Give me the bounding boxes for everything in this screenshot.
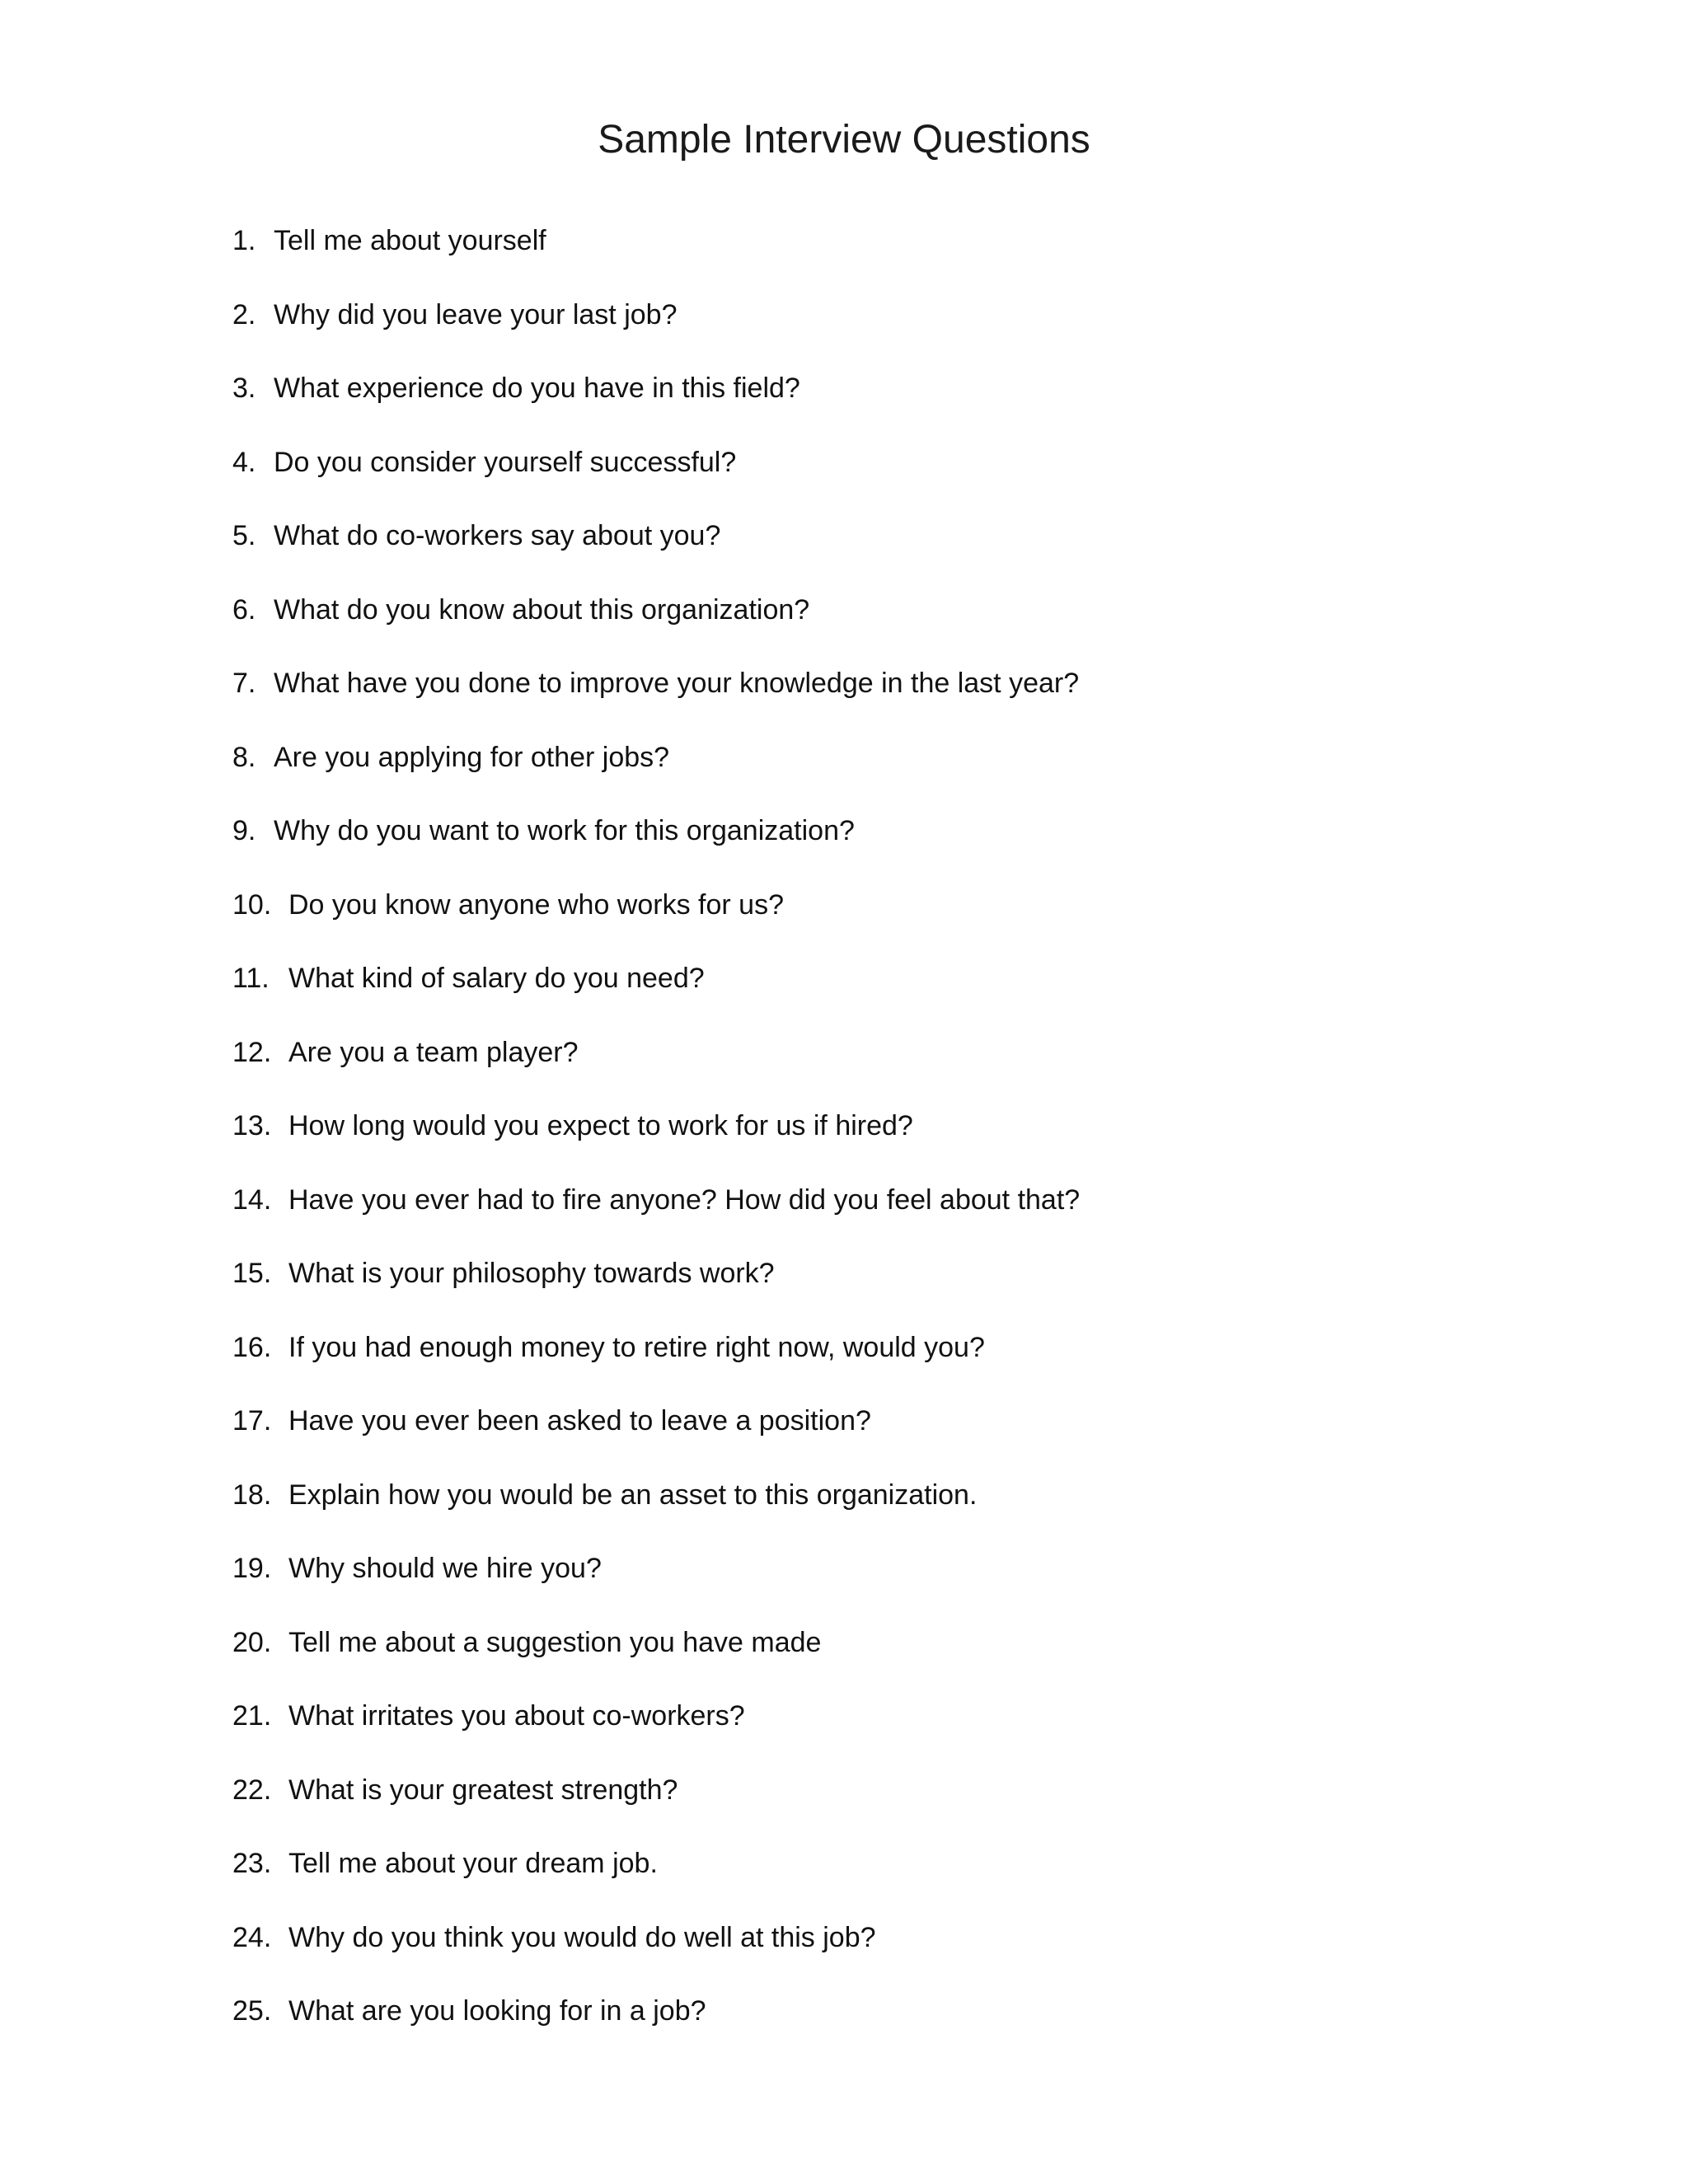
question-number: 25. (232, 1995, 272, 2027)
question-text: Have you ever been asked to leave a position? (288, 1405, 871, 1436)
question-number: 22. (232, 1774, 272, 1806)
question-text: Do you know anyone who works for us? (288, 888, 784, 921)
question-text: What experience do you have in this field? (274, 373, 800, 404)
question-item (232, 511, 1080, 585)
question-item (232, 1913, 1080, 1987)
question-item (232, 1544, 1080, 1618)
question-item (232, 1986, 1080, 2060)
question-text: How long would you expect to work for us if hired? (288, 1110, 913, 1141)
question-text: Have you ever had to fire anyone? How did you feel about that? (288, 1183, 1081, 1216)
question-number: 3. (232, 373, 256, 404)
question-text: What is your philosophy towards work? (288, 1258, 775, 1289)
question-text: Are you applying for other jobs? (274, 741, 670, 773)
question-item (232, 880, 1080, 954)
question-text: Tell me about yourself (274, 225, 546, 256)
question-text: Why did you leave your last job? (274, 298, 678, 330)
question-number: 11. (232, 963, 270, 994)
question-text: Tell me about your dream job. (288, 1848, 658, 1879)
question-item (232, 658, 1080, 733)
question-text: Why do you want to work for this organization? (274, 815, 855, 846)
question-number: 14. (232, 1183, 272, 1216)
question-number: 5. (232, 520, 256, 551)
question-item (232, 216, 1080, 290)
question-number: 8. (232, 741, 256, 773)
question-number: 9. (232, 815, 256, 846)
question-list (232, 216, 1080, 2060)
question-text: What do co-workers say about you? (274, 520, 721, 551)
question-item (232, 733, 1080, 807)
question-number: 6. (232, 593, 256, 626)
question-number: 1. (232, 225, 256, 256)
question-number: 7. (232, 668, 256, 699)
question-number: 17. (232, 1405, 272, 1436)
question-item (232, 585, 1080, 659)
question-number: 15. (232, 1258, 272, 1289)
question-number: 19. (232, 1553, 272, 1584)
question-text: Why should we hire you? (288, 1553, 602, 1584)
question-number: 18. (232, 1479, 272, 1511)
question-number: 24. (232, 1921, 272, 1953)
question-item (232, 806, 1080, 880)
question-text: What have you done to improve your knowledge in the last year? (274, 668, 1080, 699)
question-text: Are you a team player? (288, 1036, 579, 1068)
question-item (232, 438, 1080, 512)
question-text: Explain how you would be an asset to this organization. (288, 1479, 978, 1511)
page-title: Sample Interview Questions (598, 118, 1090, 162)
question-item (232, 1839, 1080, 1913)
question-item (232, 1470, 1080, 1544)
question-text: Tell me about a suggestion you have made (288, 1626, 822, 1658)
question-number: 4. (232, 446, 256, 478)
question-item (232, 1691, 1080, 1765)
question-item (232, 1323, 1080, 1397)
question-item (232, 1101, 1080, 1175)
question-item (232, 1249, 1080, 1323)
question-number: 21. (232, 1700, 272, 1732)
question-text: What irritates you about co-workers? (288, 1700, 745, 1732)
question-item (232, 954, 1080, 1028)
question-item (232, 1028, 1080, 1102)
question-number: 13. (232, 1110, 272, 1141)
question-item (232, 1396, 1080, 1470)
question-number: 10. (232, 888, 272, 921)
question-text: What do you know about this organization? (274, 593, 810, 626)
question-number: 23. (232, 1848, 272, 1879)
question-text: Do you consider yourself successful? (274, 446, 737, 478)
question-item (232, 290, 1080, 364)
question-item (232, 363, 1080, 438)
question-text: What kind of salary do you need? (288, 963, 705, 994)
question-item (232, 1618, 1080, 1692)
question-number: 20. (232, 1626, 272, 1658)
question-number: 2. (232, 298, 256, 330)
question-text: If you had enough money to retire right now, would you? (288, 1331, 985, 1363)
question-number: 16. (232, 1331, 272, 1363)
question-item (232, 1765, 1080, 1840)
question-text: Why do you think you would do well at this job? (288, 1921, 876, 1953)
question-item (232, 1175, 1080, 1249)
question-text: What is your greatest strength? (288, 1774, 678, 1806)
question-text: What are you looking for in a job? (288, 1995, 706, 2027)
question-number: 12. (232, 1036, 272, 1068)
